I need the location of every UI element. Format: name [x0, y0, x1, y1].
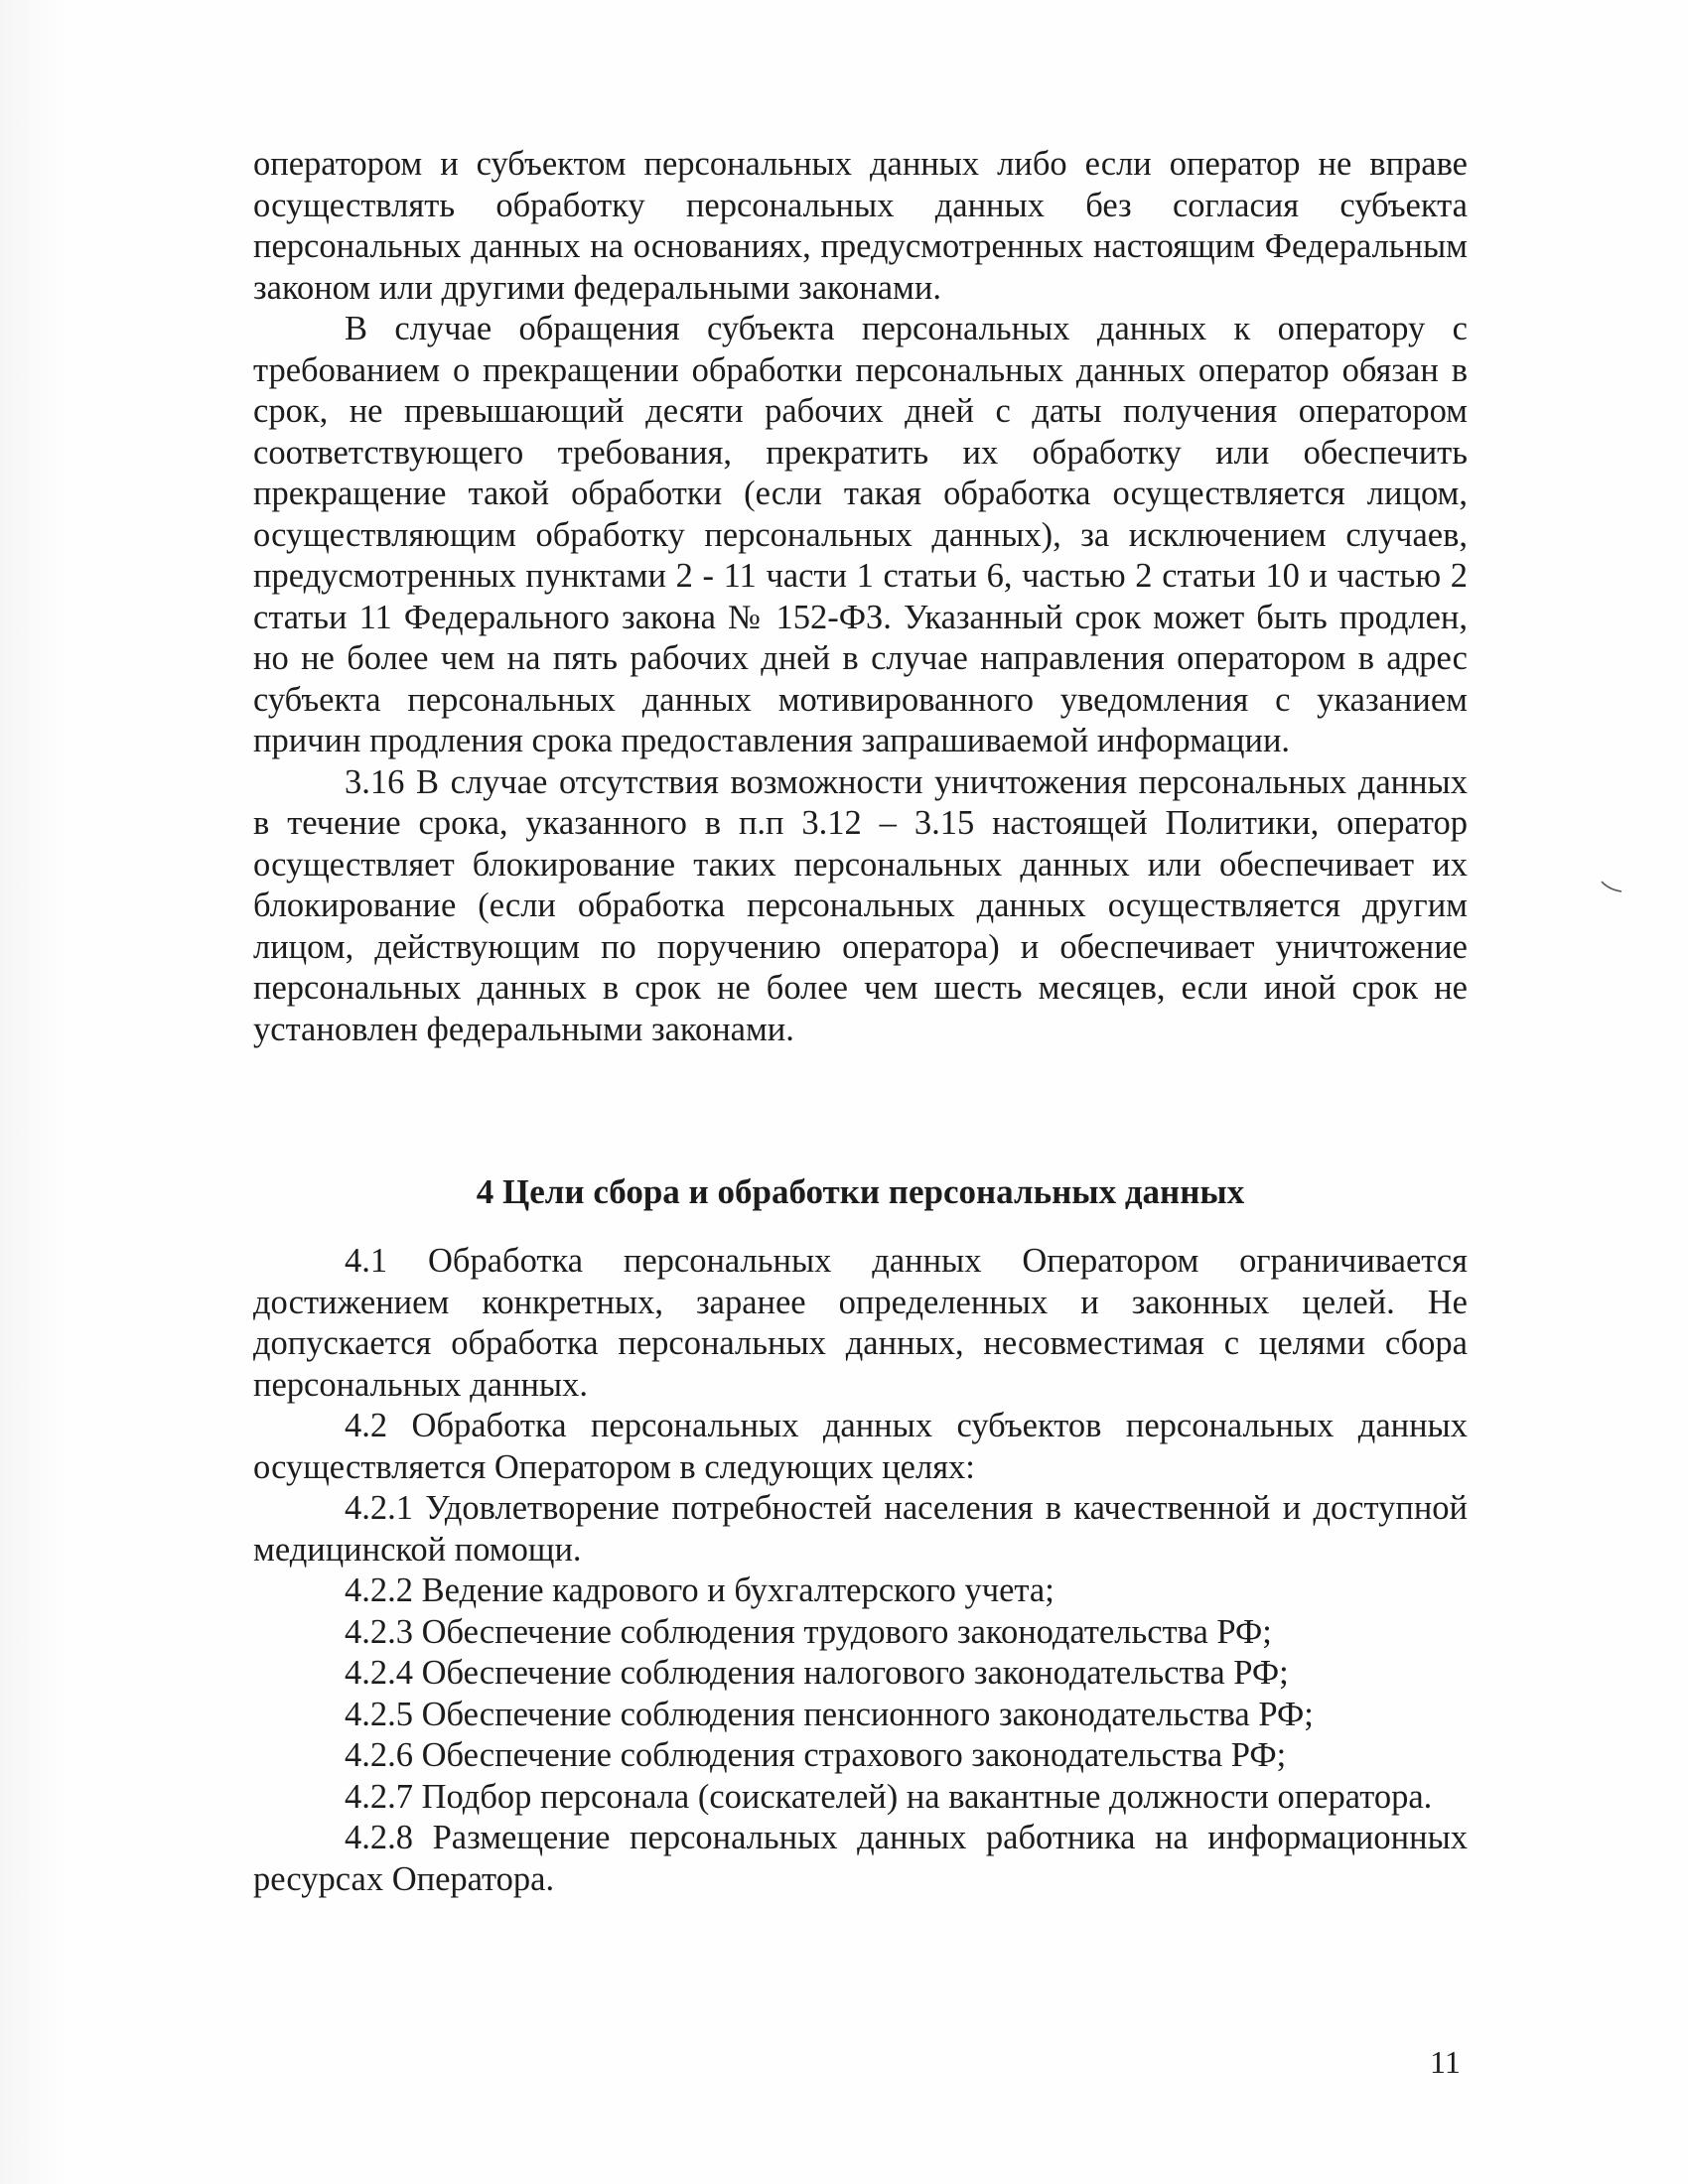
section-heading: 4 Цели сбора и обработки персональных данных: [476, 1172, 1245, 1211]
section-4-text: [253, 1241, 1468, 1900]
paragraph-4-2-7: 4.2.7 Подбор персонала (соискателей) на вакантные должности оператора.: [345, 1777, 1433, 1816]
paragraph-4-2-3: 4.2.3 Обеспечение соблюдения трудового законодательства РФ;: [345, 1612, 1272, 1651]
paragraph-4-2-4: 4.2.4 Обеспечение соблюдения налогового законодательства РФ;: [345, 1654, 1289, 1692]
paragraph-continuation: оператором и субъектом персональных данных либо если оператор не вправе осуществлять обработку персональных данных без согласия субъекта персональных данных на основаниях, предусмотренных настоящим Федеральным законом или другими федеральными законами.: [253, 145, 1468, 307]
paragraph-4-2: 4.2 Обработка персональных данных субъектов персональных данных осуществляется Оператором в следующих целях:: [253, 1407, 1468, 1486]
paragraph-4-2-6: 4.2.6 Обеспечение соблюдения страхового законодательства РФ;: [345, 1736, 1287, 1774]
paragraph-4-2-8: 4.2.8 Размещение персональных данных работника на информационных ресурсах Оператора.: [253, 1819, 1468, 1898]
paragraph-termination-request: В случае обращения субъекта персональных данных к оператору с требованием о прекращении обработки персональных данных оператор обязан в срок, не превышающий десяти рабочих дней с даты получения оператором соответствующего требования, прекратить их обработку или обеспечить прекращение такой обработки (если такая обработка осуществляется лицом, осуществляющим обработку персональных данных), за исключением случаев, предусмотренных пунктами 2 - 11 части 1 статьи 6, частью 2 статьи 10 и частью 2 статьи 11 Федерального закона № 152-ФЗ. Указанный срок может быть продлен, но не более чем на пять рабочих дней в случае направления оператором в адрес субъекта персональных данных мотивированного уведомления с указанием причин продления срока предоставления запрашиваемой информации.: [253, 310, 1468, 759]
paragraph-4-1: 4.1 Обработка персональных данных Оператором ограничивается достижением конкретных, заранее определенных и законных целей. Не допускается обработка персональных данных, несовместимая с целями сбора персональных данных.: [253, 1242, 1468, 1404]
page-number: 11: [1430, 2044, 1461, 2080]
continued-section-text: [253, 144, 1468, 1050]
scan-edge-shadow: [0, 0, 70, 2184]
paragraph-4-2-2: 4.2.2 Ведение кадрового и бухгалтерского учета;: [345, 1571, 1055, 1609]
pen-mark-icon: [1601, 880, 1622, 893]
paragraph-3-16: 3.16 В случае отсутствия возможности уничтожения персональных данных в течение срока, указанного в п.п 3.12 – 3.15 настоящей Политики, оператор осуществляет блокирование таких персональных данных или обеспечивает их блокирование (если обработка персональных данных осуществляется другим лицом, действующим по поручению оператора) и обеспечивает уничтожение персональных данных в срок не более чем шесть месяцев, если иной срок не установлен федеральными законами.: [253, 762, 1468, 1048]
paragraph-4-2-1: 4.2.1 Удовлетворение потребностей населения в качественной и доступной медицинской помощи.: [253, 1489, 1468, 1569]
paragraph-4-2-5: 4.2.5 Обеспечение соблюдения пенсионного законодательства РФ;: [345, 1695, 1314, 1733]
